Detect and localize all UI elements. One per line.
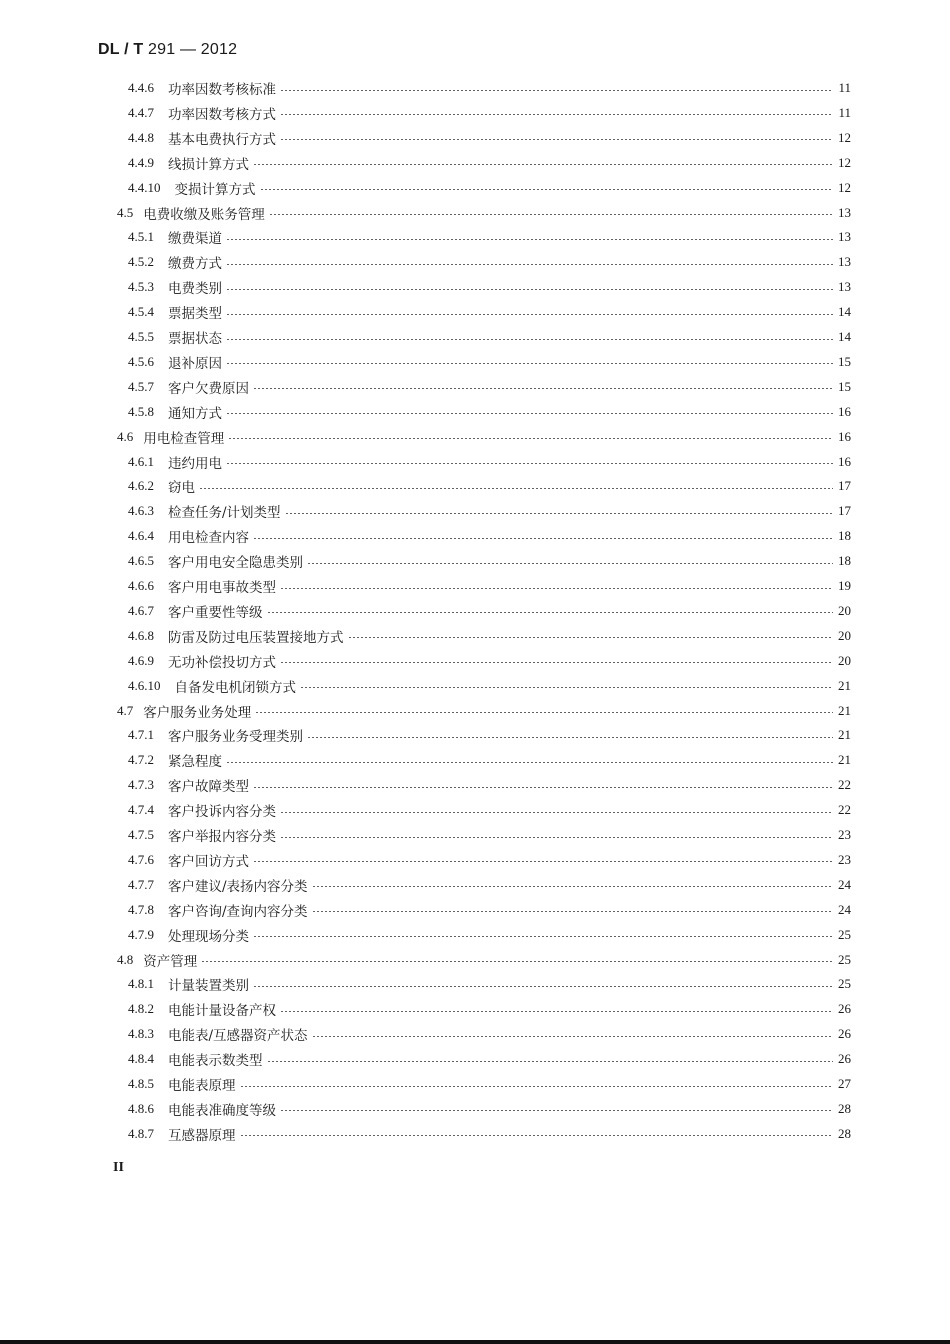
toc-entry-number: 4.4.9 bbox=[128, 154, 154, 170]
dot-leader bbox=[226, 413, 833, 414]
toc-entry-title: 自备发电机闭锁方式 bbox=[174, 679, 296, 696]
toc-entry-number: 4.5 bbox=[117, 204, 134, 220]
dot-leader bbox=[285, 513, 833, 514]
toc-entry-title: 客户建议/表扬内容分类 bbox=[168, 878, 308, 895]
dot-leader bbox=[300, 687, 833, 688]
toc-entry-number: 4.6.6 bbox=[128, 578, 154, 593]
toc-entry-title: 电费类别 bbox=[168, 281, 222, 298]
toc-entry[interactable] bbox=[128, 476, 851, 496]
toc-entry-title: 功率因数考核方式 bbox=[168, 106, 276, 123]
toc-entry-page: 15 bbox=[838, 353, 851, 369]
toc-entry-page: 27 bbox=[838, 1076, 851, 1091]
toc-entry-page: 20 bbox=[838, 627, 851, 643]
toc-entry-page: 13 bbox=[838, 279, 851, 295]
toc-entry[interactable] bbox=[128, 676, 851, 696]
toc-entry[interactable] bbox=[128, 526, 851, 546]
toc-entry-title: 功率因数考核标准 bbox=[168, 82, 276, 98]
toc-entry[interactable] bbox=[128, 78, 851, 98]
toc-entry-title: 电能表示数类型 bbox=[168, 1053, 263, 1070]
toc-entry-page: 22 bbox=[838, 777, 851, 793]
dot-leader bbox=[228, 438, 833, 439]
toc-entry-page: 25 bbox=[838, 951, 851, 967]
toc-entry[interactable] bbox=[128, 626, 851, 646]
toc-entry-title: 票据类型 bbox=[168, 306, 222, 323]
toc-entry-title: 缴费渠道 bbox=[168, 231, 222, 248]
toc-entry-title: 电费收缴及账务管理 bbox=[143, 206, 265, 223]
toc-entry-page: 21 bbox=[838, 677, 851, 693]
toc-entry-page: 26 bbox=[838, 1001, 851, 1017]
toc-entry[interactable] bbox=[128, 128, 851, 148]
toc-entry[interactable] bbox=[128, 377, 851, 397]
toc-entry-page: 26 bbox=[838, 1026, 851, 1042]
toc-entry-title: 退补原因 bbox=[168, 355, 222, 372]
toc-entry-number: 4.7.7 bbox=[128, 876, 154, 892]
toc-entry-number: 4.8.6 bbox=[128, 1100, 154, 1116]
toc-entry-number: 4.8.7 bbox=[128, 1125, 154, 1141]
toc-entry[interactable] bbox=[117, 203, 851, 223]
dot-leader bbox=[307, 563, 833, 564]
toc-entry-title: 用电检查管理 bbox=[143, 430, 225, 447]
toc-entry-title: 处理现场分类 bbox=[168, 928, 249, 945]
dot-leader bbox=[240, 1086, 834, 1087]
dot-leader bbox=[201, 961, 833, 962]
toc-entry-number: 4.7.1 bbox=[128, 727, 154, 743]
toc-entry-title: 客户服务业务受理类别 bbox=[168, 729, 303, 746]
toc-entry[interactable] bbox=[128, 178, 851, 198]
toc-entry-title: 客户咨询/查询内容分类 bbox=[168, 903, 308, 920]
toc-entry[interactable] bbox=[128, 999, 851, 1019]
dot-leader bbox=[199, 488, 833, 489]
dot-leader bbox=[267, 612, 834, 613]
toc-entry-number: 4.6 bbox=[117, 428, 134, 444]
toc-entry-page: 21 bbox=[838, 702, 851, 718]
toc-entry-title: 窃电 bbox=[168, 480, 195, 497]
toc-entry-number: 4.4.10 bbox=[128, 179, 161, 195]
dot-leader bbox=[253, 164, 833, 165]
toc-entry[interactable] bbox=[128, 501, 851, 521]
toc-entry-number: 4.6.5 bbox=[128, 553, 154, 569]
toc-entry-title: 客户服务业务处理 bbox=[143, 704, 252, 721]
toc-entry-page: 16 bbox=[838, 453, 851, 469]
toc-entry-page: 12 bbox=[838, 129, 851, 145]
toc-entry-title: 通知方式 bbox=[168, 405, 222, 422]
toc-entry[interactable] bbox=[128, 750, 851, 770]
toc-entry-page: 25 bbox=[838, 926, 851, 942]
dot-leader bbox=[307, 737, 833, 738]
standard-number: 291 — 2012 bbox=[148, 41, 238, 58]
toc-entry-number: 4.5.6 bbox=[128, 353, 154, 369]
toc-entry-title: 无功补偿投切方式 bbox=[168, 654, 276, 671]
toc-entry[interactable] bbox=[128, 775, 851, 795]
toc-entry-page: 17 bbox=[838, 503, 851, 519]
toc-entry[interactable] bbox=[117, 950, 851, 970]
toc-entry-page: 28 bbox=[838, 1125, 851, 1141]
toc-entry-page: 24 bbox=[838, 876, 851, 892]
dot-leader bbox=[226, 463, 833, 464]
toc-entry-title: 电能表准确度等级 bbox=[168, 1102, 276, 1119]
toc-entry-title: 用电检查内容 bbox=[168, 530, 249, 547]
toc-entry-number: 4.4.7 bbox=[128, 104, 154, 120]
toc-entry[interactable] bbox=[128, 800, 851, 820]
toc-entry-title: 紧急程度 bbox=[168, 754, 222, 771]
toc-entry[interactable] bbox=[128, 1024, 851, 1044]
toc-entry[interactable] bbox=[128, 576, 851, 596]
page-folio: II bbox=[113, 1160, 124, 1175]
dot-leader bbox=[312, 1036, 833, 1037]
dot-leader bbox=[253, 787, 833, 788]
toc-entry-title: 线损计算方式 bbox=[168, 156, 249, 173]
toc-entry[interactable] bbox=[128, 352, 851, 372]
dot-leader bbox=[226, 762, 833, 763]
toc-entry-number: 4.5.7 bbox=[128, 378, 154, 394]
toc-entry[interactable] bbox=[128, 327, 851, 347]
dot-leader bbox=[253, 936, 833, 937]
dot-leader bbox=[260, 189, 834, 190]
toc-entry-page: 21 bbox=[838, 727, 851, 743]
toc-entry[interactable] bbox=[128, 452, 851, 472]
dot-leader bbox=[280, 662, 833, 663]
dot-leader bbox=[280, 90, 833, 91]
toc-entry[interactable] bbox=[128, 277, 851, 297]
toc-entry-title: 客户用电安全隐患类别 bbox=[168, 555, 303, 572]
toc-entry-title: 客户欠费原因 bbox=[168, 380, 249, 397]
toc-entry-page: 15 bbox=[838, 378, 851, 394]
toc-entry[interactable] bbox=[128, 103, 851, 123]
toc-entry-title: 防雷及防过电压装置接地方式 bbox=[168, 629, 344, 646]
toc-entry[interactable] bbox=[128, 875, 851, 895]
toc-entry-number: 4.5.3 bbox=[128, 279, 154, 295]
dot-leader bbox=[348, 637, 834, 638]
toc-entry-page: 22 bbox=[838, 802, 851, 818]
dot-leader bbox=[253, 538, 833, 539]
dot-leader bbox=[312, 886, 833, 887]
toc-entry-number: 4.6.4 bbox=[128, 528, 154, 544]
toc-entry[interactable] bbox=[128, 900, 851, 920]
toc-entry[interactable] bbox=[128, 925, 851, 945]
dot-leader bbox=[226, 363, 833, 364]
toc-entry-title: 客户故障类型 bbox=[168, 779, 249, 796]
toc-entry-title: 基本电费执行方式 bbox=[168, 131, 276, 148]
toc-entry-page: 13 bbox=[838, 254, 851, 270]
toc-entry-page: 14 bbox=[838, 329, 851, 344]
dot-leader bbox=[253, 388, 833, 389]
dot-leader bbox=[253, 986, 833, 987]
toc-entry-number: 4.5.5 bbox=[128, 329, 154, 344]
toc-entry-number: 4.8.4 bbox=[128, 1051, 154, 1067]
standard-code: DL / T bbox=[98, 41, 144, 58]
toc-entry[interactable] bbox=[128, 302, 851, 322]
dot-leader bbox=[280, 588, 833, 589]
toc-entry-number: 4.6.1 bbox=[128, 453, 154, 469]
toc-entry-title: 资产管理 bbox=[143, 953, 198, 970]
toc-entry-page: 26 bbox=[838, 1051, 851, 1067]
toc-entry[interactable] bbox=[128, 850, 851, 870]
toc-entry[interactable] bbox=[128, 252, 851, 272]
dot-leader bbox=[240, 1135, 834, 1136]
toc-entry-page: 25 bbox=[838, 976, 851, 992]
toc-entry-number: 4.8.1 bbox=[128, 976, 154, 992]
toc-entry-number: 4.5.1 bbox=[128, 229, 154, 245]
dot-leader bbox=[280, 114, 833, 115]
toc-entry-number: 4.8.3 bbox=[128, 1026, 154, 1042]
toc-entry-page: 13 bbox=[838, 204, 851, 220]
toc-entry[interactable] bbox=[128, 825, 851, 845]
toc-entry-number: 4.8 bbox=[117, 951, 134, 967]
toc-entry-number: 4.4.6 bbox=[128, 80, 154, 95]
toc-entry-number: 4.5.8 bbox=[128, 403, 154, 419]
toc-entry-title: 客户重要性等级 bbox=[168, 604, 263, 621]
toc-entry-page: 11 bbox=[838, 80, 851, 95]
toc-entry-number: 4.6.2 bbox=[128, 478, 154, 494]
toc-entry[interactable] bbox=[128, 651, 851, 671]
bottom-rule bbox=[0, 1340, 950, 1344]
toc-entry-number: 4.7.9 bbox=[128, 926, 154, 942]
toc-entry-title: 电能计量设备产权 bbox=[168, 1003, 276, 1020]
dot-leader bbox=[280, 837, 833, 838]
toc-entry-page: 11 bbox=[838, 104, 851, 120]
toc-entry-title: 检查任务/计划类型 bbox=[168, 505, 281, 522]
toc-entry-number: 4.4.8 bbox=[128, 129, 154, 145]
toc-entry-page: 17 bbox=[838, 478, 851, 494]
toc-entry[interactable] bbox=[128, 1049, 851, 1069]
dot-leader bbox=[226, 289, 833, 290]
toc-entry-number: 4.7.2 bbox=[128, 752, 154, 768]
toc-entry-page: 12 bbox=[838, 154, 851, 170]
toc-entry-number: 4.6.9 bbox=[128, 652, 154, 668]
toc-entry-number: 4.8.5 bbox=[128, 1076, 154, 1091]
toc-entry-title: 电能表原理 bbox=[168, 1078, 236, 1094]
toc-entry-page: 21 bbox=[838, 752, 851, 768]
toc-entry-title: 违约用电 bbox=[168, 455, 222, 472]
toc-entry-page: 24 bbox=[838, 901, 851, 917]
toc-entry-number: 4.5.2 bbox=[128, 254, 154, 270]
toc-entry-number: 4.7.5 bbox=[128, 827, 154, 842]
toc-entry[interactable] bbox=[117, 701, 851, 721]
toc-entry-page: 16 bbox=[838, 428, 851, 444]
toc-entry-page: 13 bbox=[838, 229, 851, 245]
toc-entry-number: 4.7.6 bbox=[128, 851, 154, 867]
toc-entry-title: 电能表/互感器资产状态 bbox=[168, 1028, 308, 1045]
toc-entry-page: 28 bbox=[838, 1100, 851, 1116]
toc-entry-title: 客户用电事故类型 bbox=[168, 580, 276, 596]
toc-entry[interactable] bbox=[128, 551, 851, 571]
toc-entry[interactable] bbox=[128, 601, 851, 621]
dot-leader bbox=[280, 1011, 833, 1012]
toc-entry[interactable] bbox=[128, 1124, 851, 1144]
toc-entry[interactable] bbox=[117, 427, 851, 447]
dot-leader bbox=[226, 239, 833, 240]
toc-entry-page: 14 bbox=[838, 304, 851, 320]
dot-leader bbox=[269, 214, 833, 215]
toc-entry-page: 23 bbox=[838, 827, 851, 842]
toc-entry-page: 12 bbox=[838, 179, 851, 195]
toc-entry-number: 4.6.7 bbox=[128, 602, 154, 618]
toc-entry-title: 计量装置类别 bbox=[168, 978, 249, 995]
dot-leader bbox=[226, 314, 833, 315]
toc-entry-page: 20 bbox=[838, 652, 851, 668]
toc-entry[interactable] bbox=[128, 974, 851, 994]
toc-entry[interactable] bbox=[128, 1099, 851, 1119]
toc-entry-number: 4.7 bbox=[117, 702, 134, 718]
toc-entry[interactable] bbox=[128, 725, 851, 745]
toc-entry[interactable] bbox=[128, 153, 851, 173]
toc-entry[interactable] bbox=[128, 227, 851, 247]
dot-leader bbox=[312, 911, 833, 912]
toc-entry-number: 4.5.4 bbox=[128, 304, 154, 320]
toc-entry-page: 18 bbox=[838, 528, 851, 544]
toc-entry-title: 互感器原理 bbox=[168, 1127, 236, 1144]
dot-leader bbox=[280, 1110, 833, 1111]
toc-entry-page: 20 bbox=[838, 602, 851, 618]
toc-entry-title: 票据状态 bbox=[168, 331, 222, 347]
page-header bbox=[98, 41, 237, 59]
toc-entry-page: 18 bbox=[838, 553, 851, 569]
dot-leader bbox=[253, 861, 833, 862]
dot-leader bbox=[267, 1061, 834, 1062]
toc-entry-title: 缴费方式 bbox=[168, 256, 222, 273]
toc-entry-title: 变损计算方式 bbox=[174, 181, 256, 198]
toc-entry-number: 4.6.10 bbox=[128, 677, 161, 693]
toc-entry-number: 4.6.8 bbox=[128, 627, 154, 643]
toc-entry-title: 客户回访方式 bbox=[168, 853, 249, 870]
dot-leader bbox=[226, 264, 833, 265]
toc-entry[interactable] bbox=[128, 1074, 851, 1094]
dot-leader bbox=[280, 812, 833, 813]
toc-entry-number: 4.8.2 bbox=[128, 1001, 154, 1017]
dot-leader bbox=[255, 712, 833, 713]
toc-entry-title: 客户投诉内容分类 bbox=[168, 804, 276, 821]
toc-entry-title: 客户举报内容分类 bbox=[168, 829, 276, 845]
toc-entry-number: 4.6.3 bbox=[128, 503, 154, 519]
toc-entry[interactable] bbox=[128, 402, 851, 422]
toc-entry-page: 23 bbox=[838, 851, 851, 867]
toc-entry-page: 19 bbox=[838, 578, 851, 593]
dot-leader bbox=[226, 339, 833, 340]
toc-entry-page: 16 bbox=[838, 403, 851, 419]
toc-entry-number: 4.7.8 bbox=[128, 901, 154, 917]
toc-entry-number: 4.7.3 bbox=[128, 777, 154, 793]
toc-entry-number: 4.7.4 bbox=[128, 802, 154, 818]
dot-leader bbox=[280, 139, 833, 140]
